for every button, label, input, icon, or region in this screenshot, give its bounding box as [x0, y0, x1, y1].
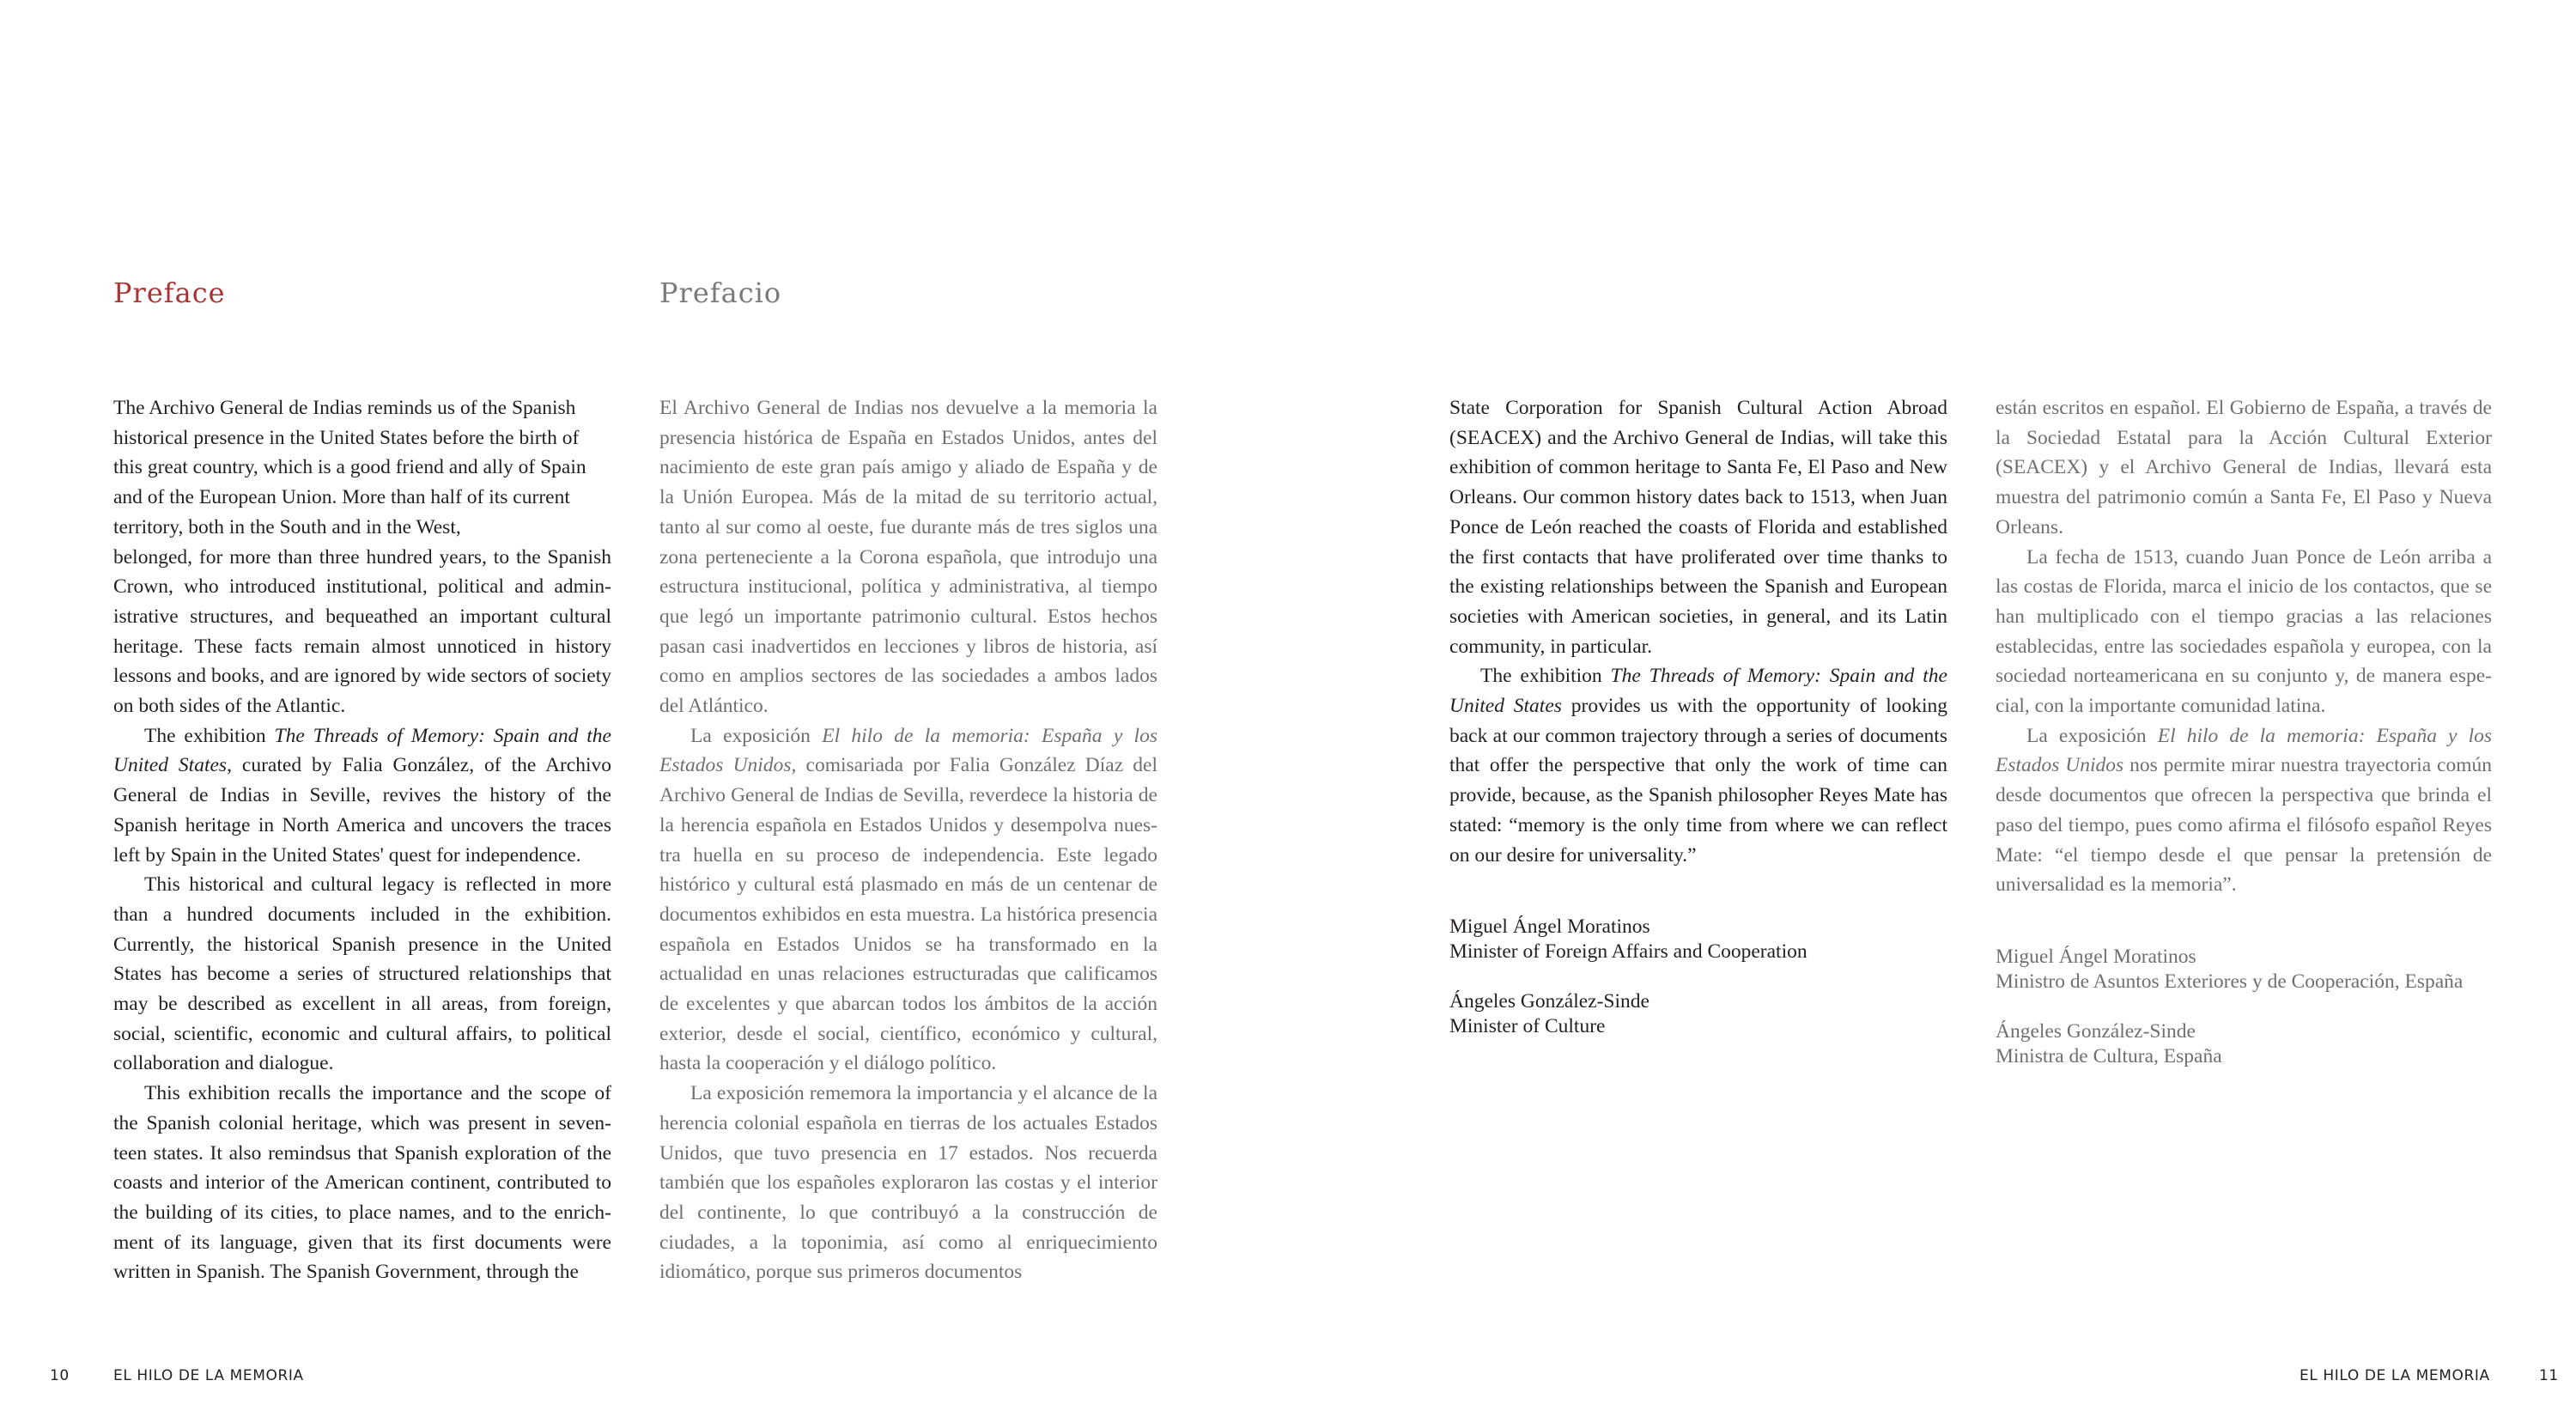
page-number: 11	[2539, 1367, 2559, 1384]
text: , curated by Falia González, of the Archivo General de Indias in Seville, revives the history of the Spanish heritage in North America and uncovers the traces left by Spain in the United States' quest for independence.	[113, 754, 612, 867]
spanish-paragraph-1: El Archivo General de Indias nos devuelve a la memoria la presencia histórica de España en Estados Unidos, antes del nacimiento de este gran país amigo y aliado de España y de la Unión Europea. Más de la mitad de su territorio actual, tanto al sur como al oeste, fue durante más de tres siglos una zona perteneciente a la Corona española, que introdujo una estructura institucional, política y administrativa, al tiempo que legó un importante patrimonio cultural. Estos hechos pasan casi inadvertidos en lecciones y libros de historia, así como en amplios sectores de las sociedades a ambos lados del Atlántico.	[659, 397, 1157, 718]
signatures-en	[1449, 915, 1947, 1039]
exhibition-title-en: The Threads of Memory: Spain and the United States	[113, 724, 611, 777]
english-paragraph-4: This exhibition recalls the importance and the scope of the Spanish colonial heritage, which was present in seventeen states. It also remindsus that Spanish exploration of the coasts and interior of the American continent, contributed to the building of its cities, to place names, and to the enrichment of its language, given that its first documents were written in Spanish. The Spanish Government, through the	[113, 1082, 611, 1284]
running-title: EL HILO DE LA MEMORIA	[2300, 1367, 2490, 1384]
signatory-title: Minister of Culture	[1449, 1015, 1606, 1038]
signatory	[1449, 989, 1947, 1039]
spanish-column-2	[1996, 393, 2492, 1094]
exhibition-title-es: El hilo de la memoria: España y los Estados Unidos	[1996, 724, 2492, 777]
signatory	[1996, 945, 2492, 994]
signatory-name: Miguel Ángel Moratinos	[1449, 915, 1650, 939]
exhibition-title-es: El hilo de la memoria: España y los Estados Unidos	[659, 724, 1157, 777]
page-number: 10	[50, 1367, 70, 1384]
spanish-paragraph-6	[1996, 721, 2492, 900]
signatory-title: Ministro de Asuntos Exteriores y de Cooperación, España	[1996, 970, 2464, 993]
english-paragraph-2	[113, 721, 611, 871]
signatory-name: Ángeles González-Sinde	[1449, 990, 1649, 1013]
english-paragraph-5: State Corporation for Spanish Cultural Action Abroad (SEACEX) and the Archivo General de Indias, will take this exhibition of common heritage to Santa Fe, El Paso and New Orleans. Our common history dates back to 1513, when Juan Ponce de León reached the coasts of Florida and established the first contacts that have proliferated over time thanks to the existing relationships between the Spanish and European societies with American societies, in general, and its Latin community, in particular.	[1449, 397, 1947, 658]
english-column-2	[1449, 393, 1947, 1064]
english-paragraph-6	[1449, 661, 1947, 870]
text: La exposición	[2026, 724, 2158, 747]
signatures-es	[1996, 945, 2492, 1069]
text: , comisariada por Falia González Díaz del Archivo General de Indias de Sevilla, reverdece la historia de la herencia española en Estados Unidos y desempolva nuestra huella en su proceso de independencia. Este legado histórico y cultural está plasmado en más de un centenar de documentos exhibidos en esta muestra. La histórica presencia española en Estados Unidos se ha transformado en la actualidad en unas relaciones estructuradas que calificamos de excelentes y que abarcan todos los ámbitos de la acción exterior, desde el social, científico, económico y cultural, hasta la cooperación y el diálogo político.	[659, 754, 1158, 1075]
spanish-paragraph-5: La fecha de 1513, cuando Juan Ponce de León arriba a las costas de Florida, marca el inicio de los contactos, que se han multiplicado con el tiempo gracias a las relaciones establecidas, entre las sociedades española y europea, con la sociedad norteamericana en su conjunto y, de manera especial, con la importante comunidad latina.	[1996, 545, 2492, 718]
signatory	[1996, 1019, 2492, 1069]
english-paragraph-1-continued: belonged, for more than three hundred years, to the Spanish Crown, who introduced institutional, political and administrative structures, and bequeathed an important cultural heritage. These facts remain almost unnoticed in history lessons and books, and are ignored by wide sectors of society on both sides of the Atlantic.	[113, 545, 611, 718]
english-paragraph-3: This historical and cultural legacy is reflected in more than a hundred documents included in the exhibition. Currently, the historical Spanish presence in the United States has become a series of structured relationships that may be described as excellent in all areas, from foreign, social, scientific, economic and cultural affairs, to political collaboration and dialogue.	[113, 873, 611, 1075]
right-page	[1288, 0, 2576, 1417]
text: The exhibition	[1480, 665, 1611, 688]
text: La exposición	[690, 724, 823, 747]
spanish-column-1	[659, 393, 1157, 1287]
spanish-paragraph-3: La exposición rememora la importancia y el alcance de la herencia colonial española en tierras de los actuales Estados Unidos, que tuvo presencia en 17 estados. Nos recuerda también que los españoles exploraron las costas y el interior del continente, lo que contribuyó a la construcción de ciudades, a la toponimia, así como al enriquecimiento idiomático, porque sus primeros documentos	[659, 1082, 1157, 1284]
text: The exhibition	[144, 724, 275, 747]
signatory-name: Miguel Ángel Moratinos	[1996, 945, 2196, 968]
text: provides us with the opportunity of looking back at our common trajectory through a series of documents that offer the perspective that only the work of time can provide, because, as the Spanish philosopher Reyes Mate has stated: “memory is the only time from where we can reflect on our desire for universality.”	[1449, 695, 1947, 867]
signatory-name: Ángeles González-Sinde	[1996, 1019, 2196, 1043]
heading-prefacio: Prefacio	[659, 277, 782, 309]
english-paragraph-1: The Archivo General de Indias reminds us of the Spanish historical presence in the United States before the birth of this great country, which is a good friend and ally of Spain and of the European Union. More than half of its current territory, both in the South and in the West,	[113, 397, 586, 538]
spanish-paragraph-2	[659, 721, 1157, 1079]
heading-preface: Preface	[113, 277, 226, 309]
running-title: EL HILO DE LA MEMORIA	[113, 1367, 304, 1384]
exhibition-title-en: The Threads of Memory: Spain and the United States	[1449, 665, 1947, 718]
spanish-paragraph-4: están escritos en español. El Gobierno de España, a través de la Sociedad Estatal para la Acción Cultural Exterior (SEACEX) y el Archivo General de Indias, llevará esta muestra del patrimonio común a Santa Fe, El Paso y Nueva Orleans.	[1996, 397, 2492, 538]
english-column-1	[113, 393, 611, 1287]
text: nos permite mirar nuestra trayectoria común desde documentos que ofrecen la perspectiva que brinda el paso del tiempo, pues como afirma el filósofo español Reyes Mate: “el tiempo desde el que pensar la pretensión de universalidad es la memoria”.	[1996, 754, 2493, 897]
signatory-title: Ministra de Cultura, España	[1996, 1044, 2222, 1067]
signatory-title: Minister of Foreign Affairs and Cooperation	[1449, 940, 1807, 964]
signatory	[1449, 915, 1947, 964]
